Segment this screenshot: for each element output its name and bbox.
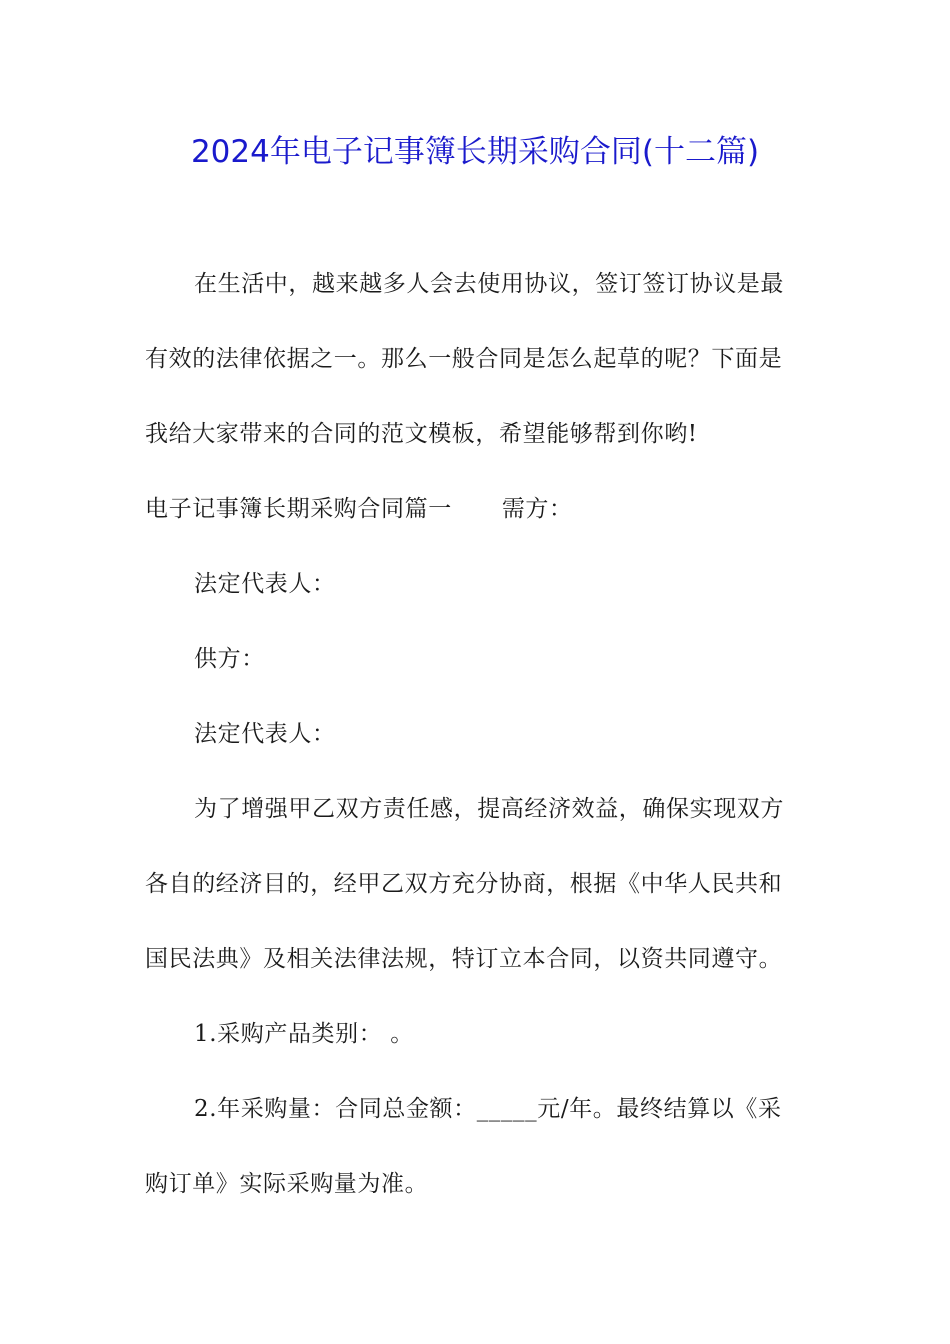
buyer-rep-label: 法定代表人： [194,571,336,597]
intro-line-1: 在生活中，越来越多人会去使用协议，签订签订协议是最 [194,271,784,297]
purpose-line-2: 各自的经济目的，经甲乙双方充分协商，根据《中华人民共和 [145,871,783,897]
clause-2-line-1: 2.年采购量：合同总金额：_____元/年。最终结算以《采 [194,1096,782,1122]
buyer-label: 需方： [501,496,573,522]
intro-line-2: 有效的法律依据之一。那么一般合同是怎么起草的呢？下面是 [145,346,783,372]
document-title: 2024年电子记事簿长期采购合同(十二篇) [190,134,760,170]
clause-2-line-2: 购订单》实际采购量为准。 [145,1171,429,1197]
section-heading-row [145,493,573,525]
section-heading: 电子记事簿长期采购合同篇一 [145,496,452,522]
supplier-label: 供方： [194,646,265,672]
purpose-line-3: 国民法典》及相关法律法规，特订立本合同，以资共同遵守。 [145,946,783,972]
supplier-rep-label: 法定代表人： [194,721,336,747]
intro-line-3: 我给大家带来的合同的范文模板，希望能够帮到你哟! [145,421,698,447]
purpose-line-1: 为了增强甲乙双方责任感，提高经济效益，确保实现双方 [194,796,784,822]
clause-1: 1.采购产品类别： 。 [194,1021,414,1047]
